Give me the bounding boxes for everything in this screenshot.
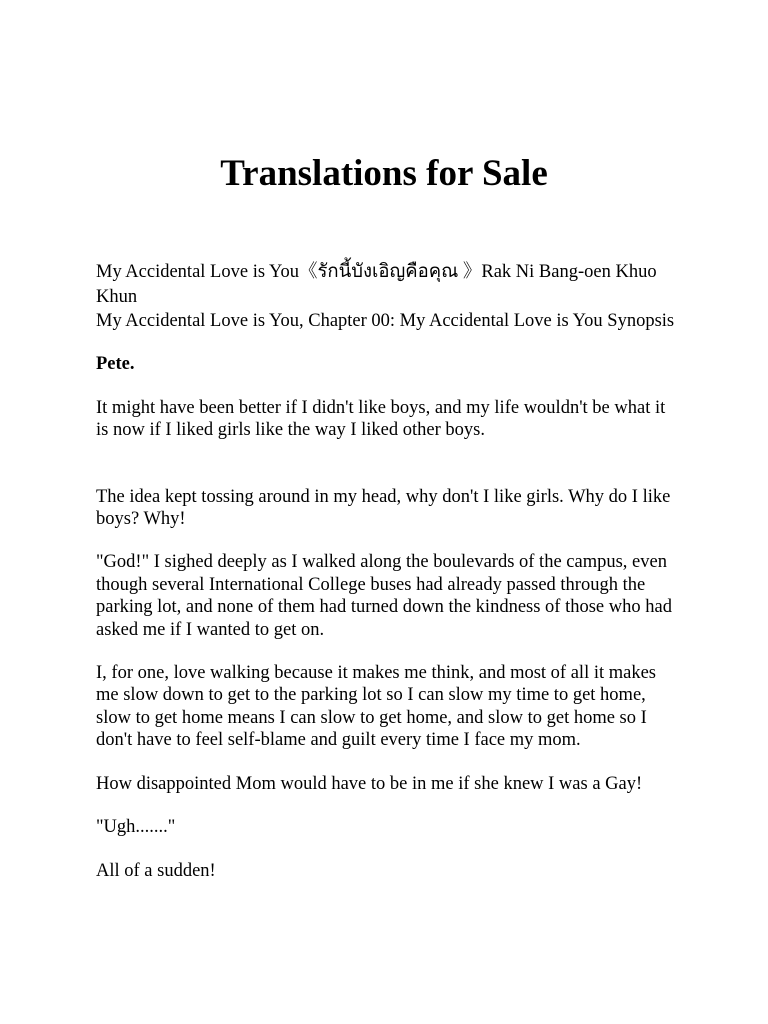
- paragraph: The idea kept tossing around in my head, why don't I like girls. Why do I like boys? Why!: [96, 486, 671, 530]
- paragraph: "Ugh.......": [96, 817, 176, 838]
- paragraph: "God!" I sighed deeply as I walked along the boulevards of the campus, even though several International College buses had already passed through the parking lot, and none of them had turned down the kindness of those who had asked me if I wanted to get on.: [96, 552, 672, 640]
- chapter-line: My Accidental Love is You, Chapter 00: My Accidental Love is You Synopsis: [96, 311, 675, 331]
- paragraph: How disappointed Mom would have to be in me if she knew I was a Gay!: [96, 773, 643, 794]
- series-title: My Accidental Love is You《รักนี้บังเอิญคือคุณ 》Rak Ni Bang-oen Khuo Khun: [96, 262, 657, 307]
- paragraph: All of a sudden!: [96, 860, 216, 881]
- speaker-name: Pete.: [96, 354, 135, 375]
- paragraph: It might have been better if I didn't like boys, and my life wouldn't be what it is now if I liked girls like the way I liked other boys.: [96, 397, 666, 441]
- document-body: [96, 260, 676, 882]
- page-title: Translations for Sale: [220, 153, 548, 194]
- paragraph: I, for one, love walking because it makes me think, and most of all it makes me slow down to get to the parking lot so I can slow my time to get home, slow to get home means I can slow to get home, and slow to get home so I don't have to feel self-blame and guilt every time I face my mom.: [96, 663, 656, 751]
